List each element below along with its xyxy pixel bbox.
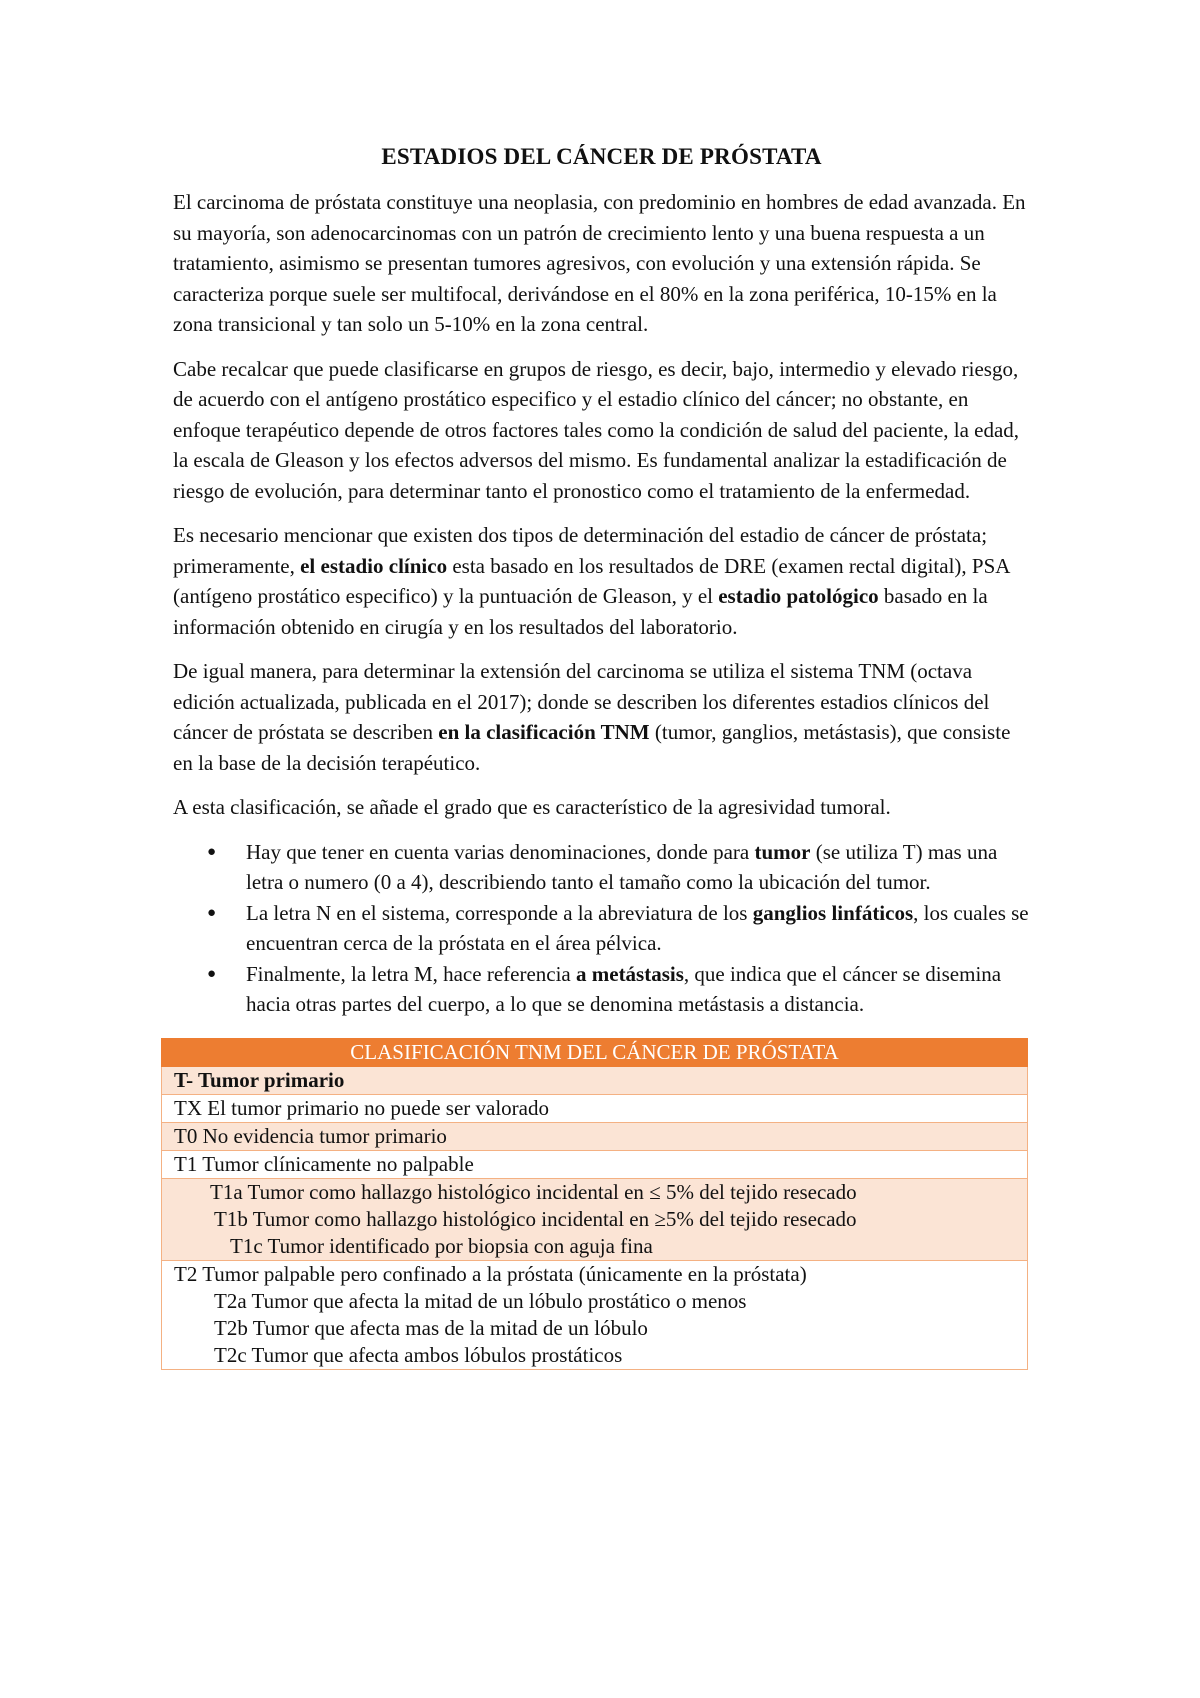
document-body [173, 136, 1030, 1370]
bold-term-clinical-stage: el estadio clínico [300, 553, 448, 578]
text-run: De igual manera, para determinar la extensión del carcinoma se utiliza el sistema TNM (octava edición actualizada, publicada en el 2017); donde se describen los diferentes estadios clínicos del cáncer de próstata se describen [173, 659, 990, 744]
text-run: , los cuales se encuentran cerca de la próstata en el área pélvica. [246, 900, 1029, 955]
bold-term-pathologic-stage: estadio patológico [718, 584, 879, 608]
bold-term: tumor [754, 839, 811, 864]
bullet-list [173, 837, 1030, 1020]
paragraph-risk-groups: Cabe recalcar que puede clasificarse en grupos de riesgo, es decir, bajo, intermedio y elevado riesgo, de acuerdo con el antígeno prostático especifico y el estadio clínico del cáncer; no obstante, en enfoque terapéutico depende de otros factores tales como la condición de salud del paciente, la edad, la escala de Gleason y los efectos adversos del mismo. Es fundamental analizar la estadificación de riesgo de evolución, para determinar tanto el pronostico como el tratamiento de la enfermedad. [173, 356, 1020, 503]
text-run: basado en la información obtenido en cirugía y en los resultados del laboratorio. [173, 584, 988, 639]
page-title: ESTADIOS DEL CÁNCER DE PRÓSTATA [381, 144, 822, 169]
table-row [162, 1150, 1028, 1178]
table-cell-t2 [162, 1260, 1028, 1369]
paragraph-staging-types [173, 520, 1030, 642]
text-run: Hay que tener en cuenta varias denominaciones, donde para [246, 839, 755, 864]
text-run: esta basado en los resultados de DRE (examen rectal digital), PSA (antígeno prostático especifico) y la puntuación de Gleason, y el [173, 553, 1010, 608]
bullet-item-metastasis [173, 959, 1030, 1020]
bullet-item-tumor [173, 837, 1030, 898]
bullet-dot-icon: ● [207, 904, 217, 921]
table-row [162, 1260, 1028, 1369]
text-run: (tumor, ganglios, metástasis), que consiste en la base de la decisión terapéutico. [173, 720, 1011, 775]
table-line-t2c: T2c Tumor que afecta ambos lóbulos prostáticos [214, 1342, 623, 1367]
table-cell-t0: T0 No evidencia tumor primario [162, 1122, 1028, 1150]
bullet-dot-icon: ● [207, 843, 217, 860]
table-line-t2: T2 Tumor palpable pero confinado a la próstata (únicamente en la próstata) [174, 1261, 807, 1286]
table-header: CLASIFICACIÓN TNM DEL CÁNCER DE PRÓSTATA [162, 1038, 1028, 1066]
table-line-t1c: T1c Tumor identificado por biopsia con aguja fina [230, 1233, 653, 1258]
table-row [162, 1122, 1028, 1150]
table-row [162, 1178, 1028, 1260]
table-line-t1a: T1a Tumor como hallazgo histológico incidental en ≤ 5% del tejido resecado [210, 1179, 857, 1204]
bullet-dot-icon: ● [207, 965, 217, 982]
table-cell-tx: TX El tumor primario no puede ser valorado [162, 1094, 1028, 1122]
table-line-t2b: T2b Tumor que afecta mas de la mitad de un lóbulo [214, 1315, 648, 1340]
paragraph-intro: El carcinoma de próstata constituye una neoplasia, con predominio en hombres de edad avanzada. En su mayoría, son adenocarcinomas con un patrón de crecimiento lento y una buena respuesta a un tratamiento, asimismo se presentan tumores agresivos, con evolución y una extensión rápida. Se caracteriza porque suele ser multifocal, derivándose en el 80% en la zona periférica, 10-15% en la zona transicional y tan solo un 5-10% en la zona central. [173, 190, 1026, 336]
text-run: , que indica que el cáncer se disemina hacia otras partes del cuerpo, a lo que se denomina metástasis a distancia. [246, 961, 1002, 1016]
text-run: (se utiliza T) mas una letra o numero (0 a 4), describiendo tanto el tamaño como la ubicación del tumor. [246, 839, 998, 894]
tnm-classification-table [161, 1038, 1028, 1370]
bullet-item-nodes [173, 898, 1030, 959]
bold-term-tnm: en la clasificación TNM [438, 720, 650, 744]
table-header-row [162, 1038, 1028, 1066]
table-cell-t1: T1 Tumor clínicamente no palpable [162, 1150, 1028, 1178]
table-line-t1b: T1b Tumor como hallazgo histológico incidental en ≥5% del tejido resecado [214, 1206, 857, 1231]
table-section-title: T- Tumor primario [162, 1066, 1028, 1094]
text-run: La letra N en el sistema, corresponde a la abreviatura de los [246, 900, 753, 925]
text-run: Finalmente, la letra M, hace referencia [246, 961, 576, 986]
bold-term: a metástasis [576, 961, 684, 986]
table-row-section [162, 1066, 1028, 1094]
paragraph-tnm-system [173, 656, 1030, 778]
bold-term: ganglios linfáticos [752, 900, 914, 925]
text-run: Es necesario mencionar que existen dos tipos de determinación del estadio de cáncer de próstata; primeramente, [173, 523, 988, 578]
table-row [162, 1094, 1028, 1122]
paragraph-grade: A esta clasificación, se añade el grado que es característico de la agresividad tumoral. [173, 795, 891, 819]
table-cell-t1-subtypes [162, 1178, 1028, 1260]
table-line-t2a: T2a Tumor que afecta la mitad de un lóbulo prostático o menos [214, 1288, 747, 1313]
